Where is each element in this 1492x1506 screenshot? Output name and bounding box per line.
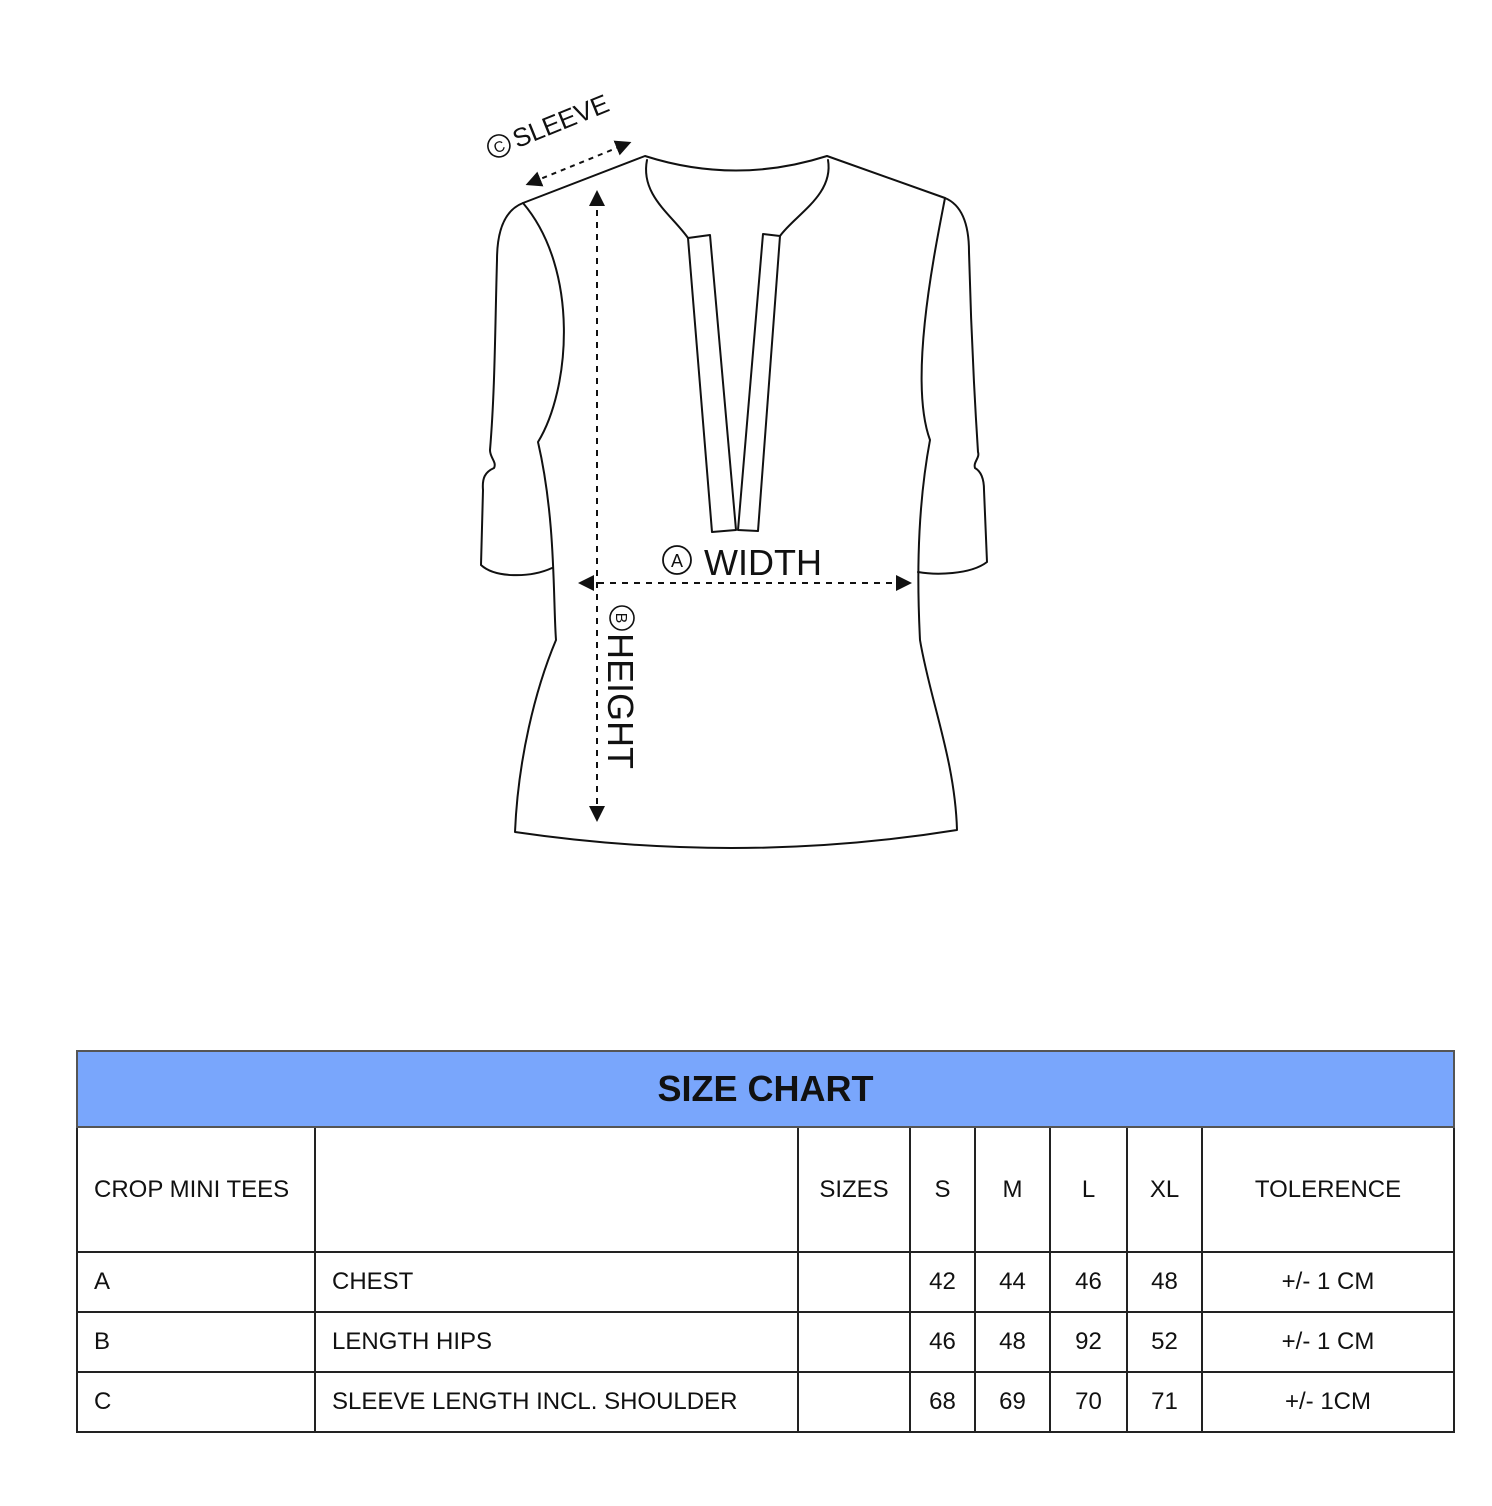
row-tolerance: +/- 1 CM — [1202, 1312, 1454, 1372]
shirt-outline — [481, 156, 987, 848]
row-value-m: 69 — [975, 1372, 1050, 1432]
row-tolerance: +/- 1CM — [1202, 1372, 1454, 1432]
sleeve-arrow — [533, 145, 624, 182]
row-measure: LENGTH HIPS — [315, 1312, 798, 1372]
row-value-m: 48 — [975, 1312, 1050, 1372]
header-size-xl: XL — [1127, 1127, 1202, 1252]
row-measure: CHEST — [315, 1252, 798, 1312]
table-row — [77, 1312, 1454, 1372]
svg-text:A: A — [670, 551, 684, 571]
row-value-xl: 71 — [1127, 1372, 1202, 1432]
svg-text:SLEEVE: SLEEVE — [508, 88, 614, 154]
row-value-m: 44 — [975, 1252, 1050, 1312]
header-size-s: S — [910, 1127, 975, 1252]
svg-text:B: B — [612, 612, 629, 624]
row-tolerance: +/- 1 CM — [1202, 1252, 1454, 1312]
header-size-m: M — [975, 1127, 1050, 1252]
width-label — [663, 542, 822, 583]
svg-text:HEIGHT: HEIGHT — [600, 633, 641, 770]
row-value-xl: 52 — [1127, 1312, 1202, 1372]
table-row — [77, 1372, 1454, 1432]
row-code: A — [77, 1252, 315, 1312]
header-tolerance: TOLERENCE — [1202, 1127, 1454, 1252]
row-sizes-empty — [798, 1312, 910, 1372]
row-value-s: 46 — [910, 1312, 975, 1372]
height-label — [600, 606, 641, 769]
row-sizes-empty — [798, 1372, 910, 1432]
row-value-l: 92 — [1050, 1312, 1127, 1372]
row-code: B — [77, 1312, 315, 1372]
svg-text:WIDTH: WIDTH — [704, 542, 822, 583]
row-value-xl: 48 — [1127, 1252, 1202, 1312]
header-sizes: SIZES — [798, 1127, 910, 1252]
row-value-s: 42 — [910, 1252, 975, 1312]
table-row — [77, 1252, 1454, 1312]
size-chart-table — [76, 1050, 1455, 1433]
header-size-l: L — [1050, 1127, 1127, 1252]
row-value-l: 70 — [1050, 1372, 1127, 1432]
row-code: C — [77, 1372, 315, 1432]
svg-text:C: C — [491, 137, 508, 158]
sleeve-label — [483, 88, 613, 164]
row-sizes-empty — [798, 1252, 910, 1312]
row-value-l: 46 — [1050, 1252, 1127, 1312]
table-title: SIZE CHART — [77, 1051, 1454, 1127]
header-description — [315, 1127, 798, 1252]
row-value-s: 68 — [910, 1372, 975, 1432]
header-product: CROP MINI TEES — [77, 1127, 315, 1252]
row-measure: SLEEVE LENGTH INCL. SHOULDER — [315, 1372, 798, 1432]
table-header-row — [77, 1127, 1454, 1252]
